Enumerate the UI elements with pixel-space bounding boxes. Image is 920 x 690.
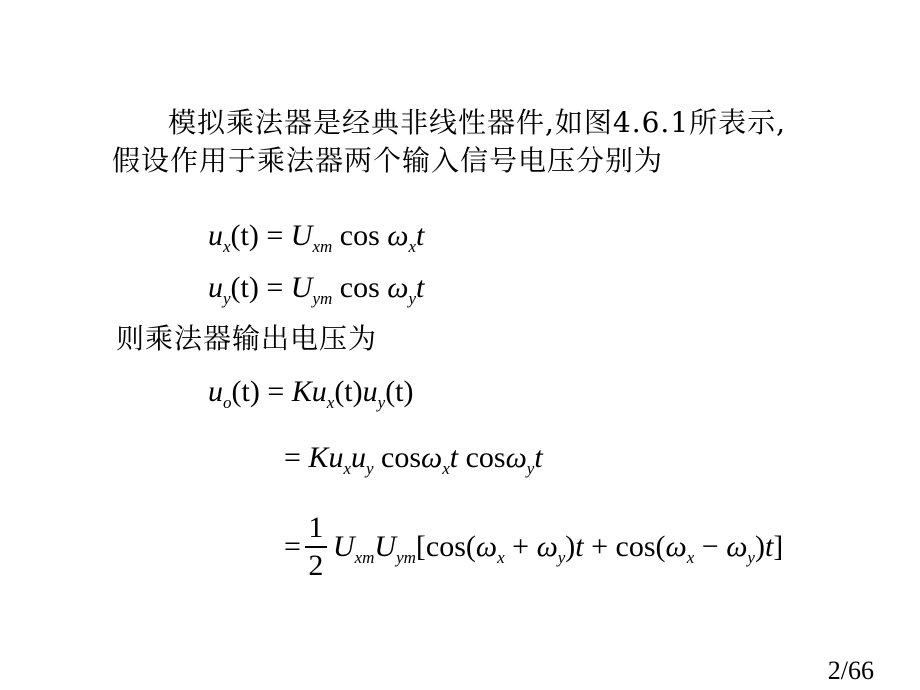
equals-sign: = bbox=[284, 530, 301, 563]
fraction-bar bbox=[305, 546, 327, 548]
symbol: ω bbox=[387, 271, 409, 304]
plus-sign: + bbox=[504, 530, 537, 563]
cos-function: cos bbox=[458, 441, 506, 474]
symbol: ω bbox=[726, 530, 748, 563]
symbol: u bbox=[208, 271, 223, 304]
equation-uo-line-3 bbox=[284, 512, 783, 582]
subscript: x bbox=[686, 548, 695, 567]
bracket-close: ] bbox=[773, 530, 784, 563]
equation-uo-line-2 bbox=[284, 438, 543, 478]
symbol: U bbox=[332, 530, 355, 563]
symbol: t bbox=[534, 441, 543, 474]
subscript: xm bbox=[354, 548, 375, 567]
equation-uy bbox=[208, 268, 424, 308]
symbol: u bbox=[328, 441, 344, 474]
equals-sign: = bbox=[284, 441, 309, 474]
subscript: ym bbox=[396, 548, 416, 567]
symbol: t bbox=[416, 271, 425, 304]
output-voltage-text: 则乘法器输出电压为 bbox=[116, 322, 378, 355]
argument: (t) bbox=[230, 219, 259, 252]
symbol: ω bbox=[421, 441, 443, 474]
symbol: ω bbox=[475, 530, 498, 563]
subscript: xm bbox=[312, 237, 333, 256]
argument: (t) bbox=[231, 375, 260, 408]
subscript: o bbox=[223, 393, 232, 412]
equals-sign: = bbox=[258, 219, 291, 252]
symbol: u bbox=[311, 375, 327, 408]
subscript: ym bbox=[312, 289, 333, 308]
minus-sign: − bbox=[694, 530, 727, 563]
cos-function: + cos( bbox=[583, 530, 666, 563]
argument: (t) bbox=[334, 375, 363, 408]
equals-sign: = bbox=[259, 375, 292, 408]
symbol: ω bbox=[387, 219, 409, 252]
subscript: x bbox=[343, 459, 351, 478]
equals-sign: = bbox=[258, 271, 291, 304]
equation-body bbox=[333, 527, 783, 567]
bracket-open: [cos( bbox=[415, 530, 476, 563]
page-number: 2/66 bbox=[827, 656, 874, 685]
symbol: ω bbox=[505, 441, 527, 474]
subscript: y bbox=[557, 548, 566, 567]
subscript: y bbox=[223, 289, 231, 308]
subscript: y bbox=[377, 393, 386, 412]
symbol: U bbox=[290, 271, 313, 304]
subscript: x bbox=[326, 393, 335, 412]
symbol: u bbox=[362, 375, 378, 408]
symbol: t bbox=[449, 441, 459, 474]
symbol: t bbox=[575, 530, 584, 563]
equation-uo-line-1 bbox=[208, 372, 414, 412]
fraction-numerator: 1 bbox=[308, 511, 324, 544]
cos-function: cos bbox=[332, 219, 388, 252]
intro-line-1: 模拟乘法器是经典非线性器件,如图4.6.1所表示, bbox=[168, 106, 787, 139]
paren-close: ) bbox=[565, 530, 576, 563]
subscript: x bbox=[408, 237, 417, 256]
paren-close: ) bbox=[754, 530, 765, 563]
argument: (t) bbox=[385, 375, 414, 408]
cos-function: cos bbox=[373, 441, 422, 474]
intro-paragraph bbox=[112, 104, 902, 180]
subscript: y bbox=[747, 548, 755, 567]
equation-ux bbox=[208, 216, 424, 256]
intro-line-2: 假设作用于乘法器两个输入信号电压分别为 bbox=[112, 144, 664, 177]
symbol: K bbox=[291, 375, 312, 408]
symbol: U bbox=[374, 530, 397, 563]
subscript: y bbox=[365, 459, 374, 478]
symbol: ω bbox=[536, 530, 558, 563]
fraction-one-half bbox=[305, 512, 327, 582]
subscript: y bbox=[526, 459, 535, 478]
symbol: u bbox=[208, 375, 223, 408]
symbol: t bbox=[416, 219, 425, 252]
symbol: U bbox=[290, 219, 313, 252]
symbol: t bbox=[764, 530, 774, 563]
symbol: K bbox=[308, 441, 329, 474]
symbol: u bbox=[350, 441, 366, 474]
argument: (t) bbox=[230, 271, 259, 304]
cos-function: cos bbox=[332, 271, 388, 304]
subscript: x bbox=[442, 459, 450, 478]
subscript: x bbox=[497, 548, 505, 567]
fraction-denominator: 2 bbox=[308, 549, 324, 582]
symbol: ω bbox=[665, 530, 687, 563]
subscript: y bbox=[408, 289, 417, 308]
subscript: x bbox=[223, 237, 231, 256]
symbol: u bbox=[208, 219, 223, 252]
